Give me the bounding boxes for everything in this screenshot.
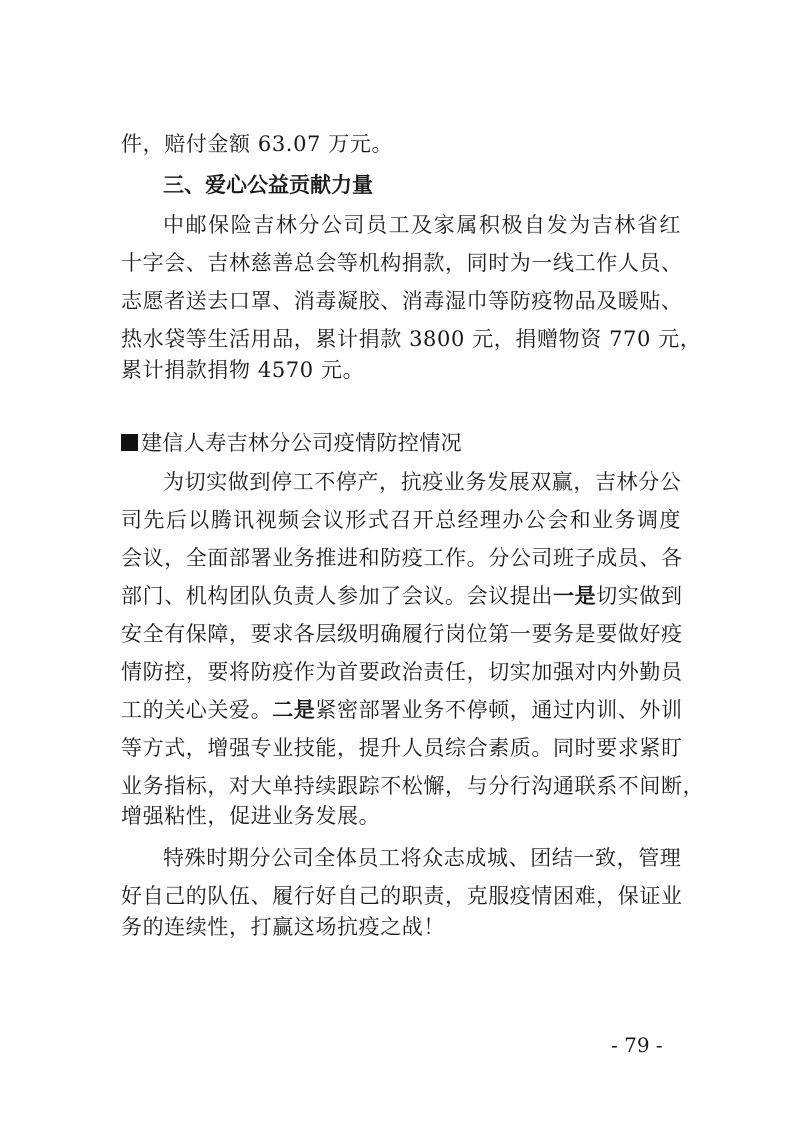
text-segment: 工的关心关爱。 bbox=[121, 698, 273, 722]
paragraph-line: 会议，全面部署业务推进和防疫工作。分公司班子成员、各 bbox=[121, 546, 683, 570]
paragraph-line bbox=[121, 695, 681, 725]
page-number: - 79 - bbox=[611, 1033, 663, 1057]
paragraph-line: 等方式，增强专业技能，提升人员综合素质。同时要求紧盯 bbox=[121, 736, 683, 760]
black-square-icon bbox=[121, 434, 138, 451]
paragraph-line: 热水袋等生活用品，累计捐款 3800 元，捐赠物资 770 元， bbox=[121, 327, 702, 351]
paragraph-line: 志愿者送去口罩、消毒凝胶、消毒湿巾等防疫物品及暖贴、 bbox=[121, 289, 683, 313]
section-title bbox=[121, 428, 462, 458]
text-segment: 紧密部署业务不停顿，通过内训、外训 bbox=[315, 698, 683, 722]
text-segment: 部门、机构团队负责人参加了会议。会议提出 bbox=[121, 584, 553, 608]
section-heading: 三、爱心公益贡献力量 bbox=[163, 173, 373, 197]
paragraph-line: 特殊时期分公司全体员工将众志成城、团结一致，管理 bbox=[163, 846, 682, 870]
body-text-line: 件，赔付金额 63.07 万元。 bbox=[121, 132, 394, 156]
paragraph-line: 务的连续性，打赢这场抗疫之战！ bbox=[121, 915, 445, 939]
paragraph-line: 司先后以腾讯视频会议形式召开总经理办公会和业务调度 bbox=[121, 508, 681, 532]
paragraph-line bbox=[121, 581, 681, 611]
paragraph-line: 增强粘性，促进业务发展。 bbox=[121, 804, 381, 828]
section-title-text: 建信人寿吉林分公司疫情防控情况 bbox=[141, 431, 462, 455]
bold-marker: 二是 bbox=[272, 698, 316, 722]
paragraph-line: 安全有保障，要求各层级明确履行岗位第一要务是要做好疫 bbox=[121, 622, 683, 646]
paragraph-line: 好自己的队伍、履行好自己的职责，克服疫情困难，保证业 bbox=[121, 884, 683, 908]
paragraph-line: 十字会、吉林慈善总会等机构捐款，同时为一线工作人员、 bbox=[121, 251, 683, 275]
paragraph-line: 业务指标，对大单持续跟踪不松懈，与分行沟通联系不间断， bbox=[121, 774, 705, 798]
bold-marker: 一是 bbox=[553, 584, 597, 608]
paragraph-line: 为切实做到停工不停产，抗疫业务发展双赢，吉林分公 bbox=[163, 470, 682, 494]
paragraph-line: 情防控，要将防疫作为首要政治责任，切实加强对内外勤员 bbox=[121, 660, 683, 684]
text-segment: 切实做到 bbox=[596, 584, 683, 608]
paragraph-line: 累计捐款捐物 4570 元。 bbox=[121, 358, 365, 382]
paragraph-line: 中邮保险吉林分公司员工及家属积极自发为吉林省红 bbox=[163, 213, 681, 237]
